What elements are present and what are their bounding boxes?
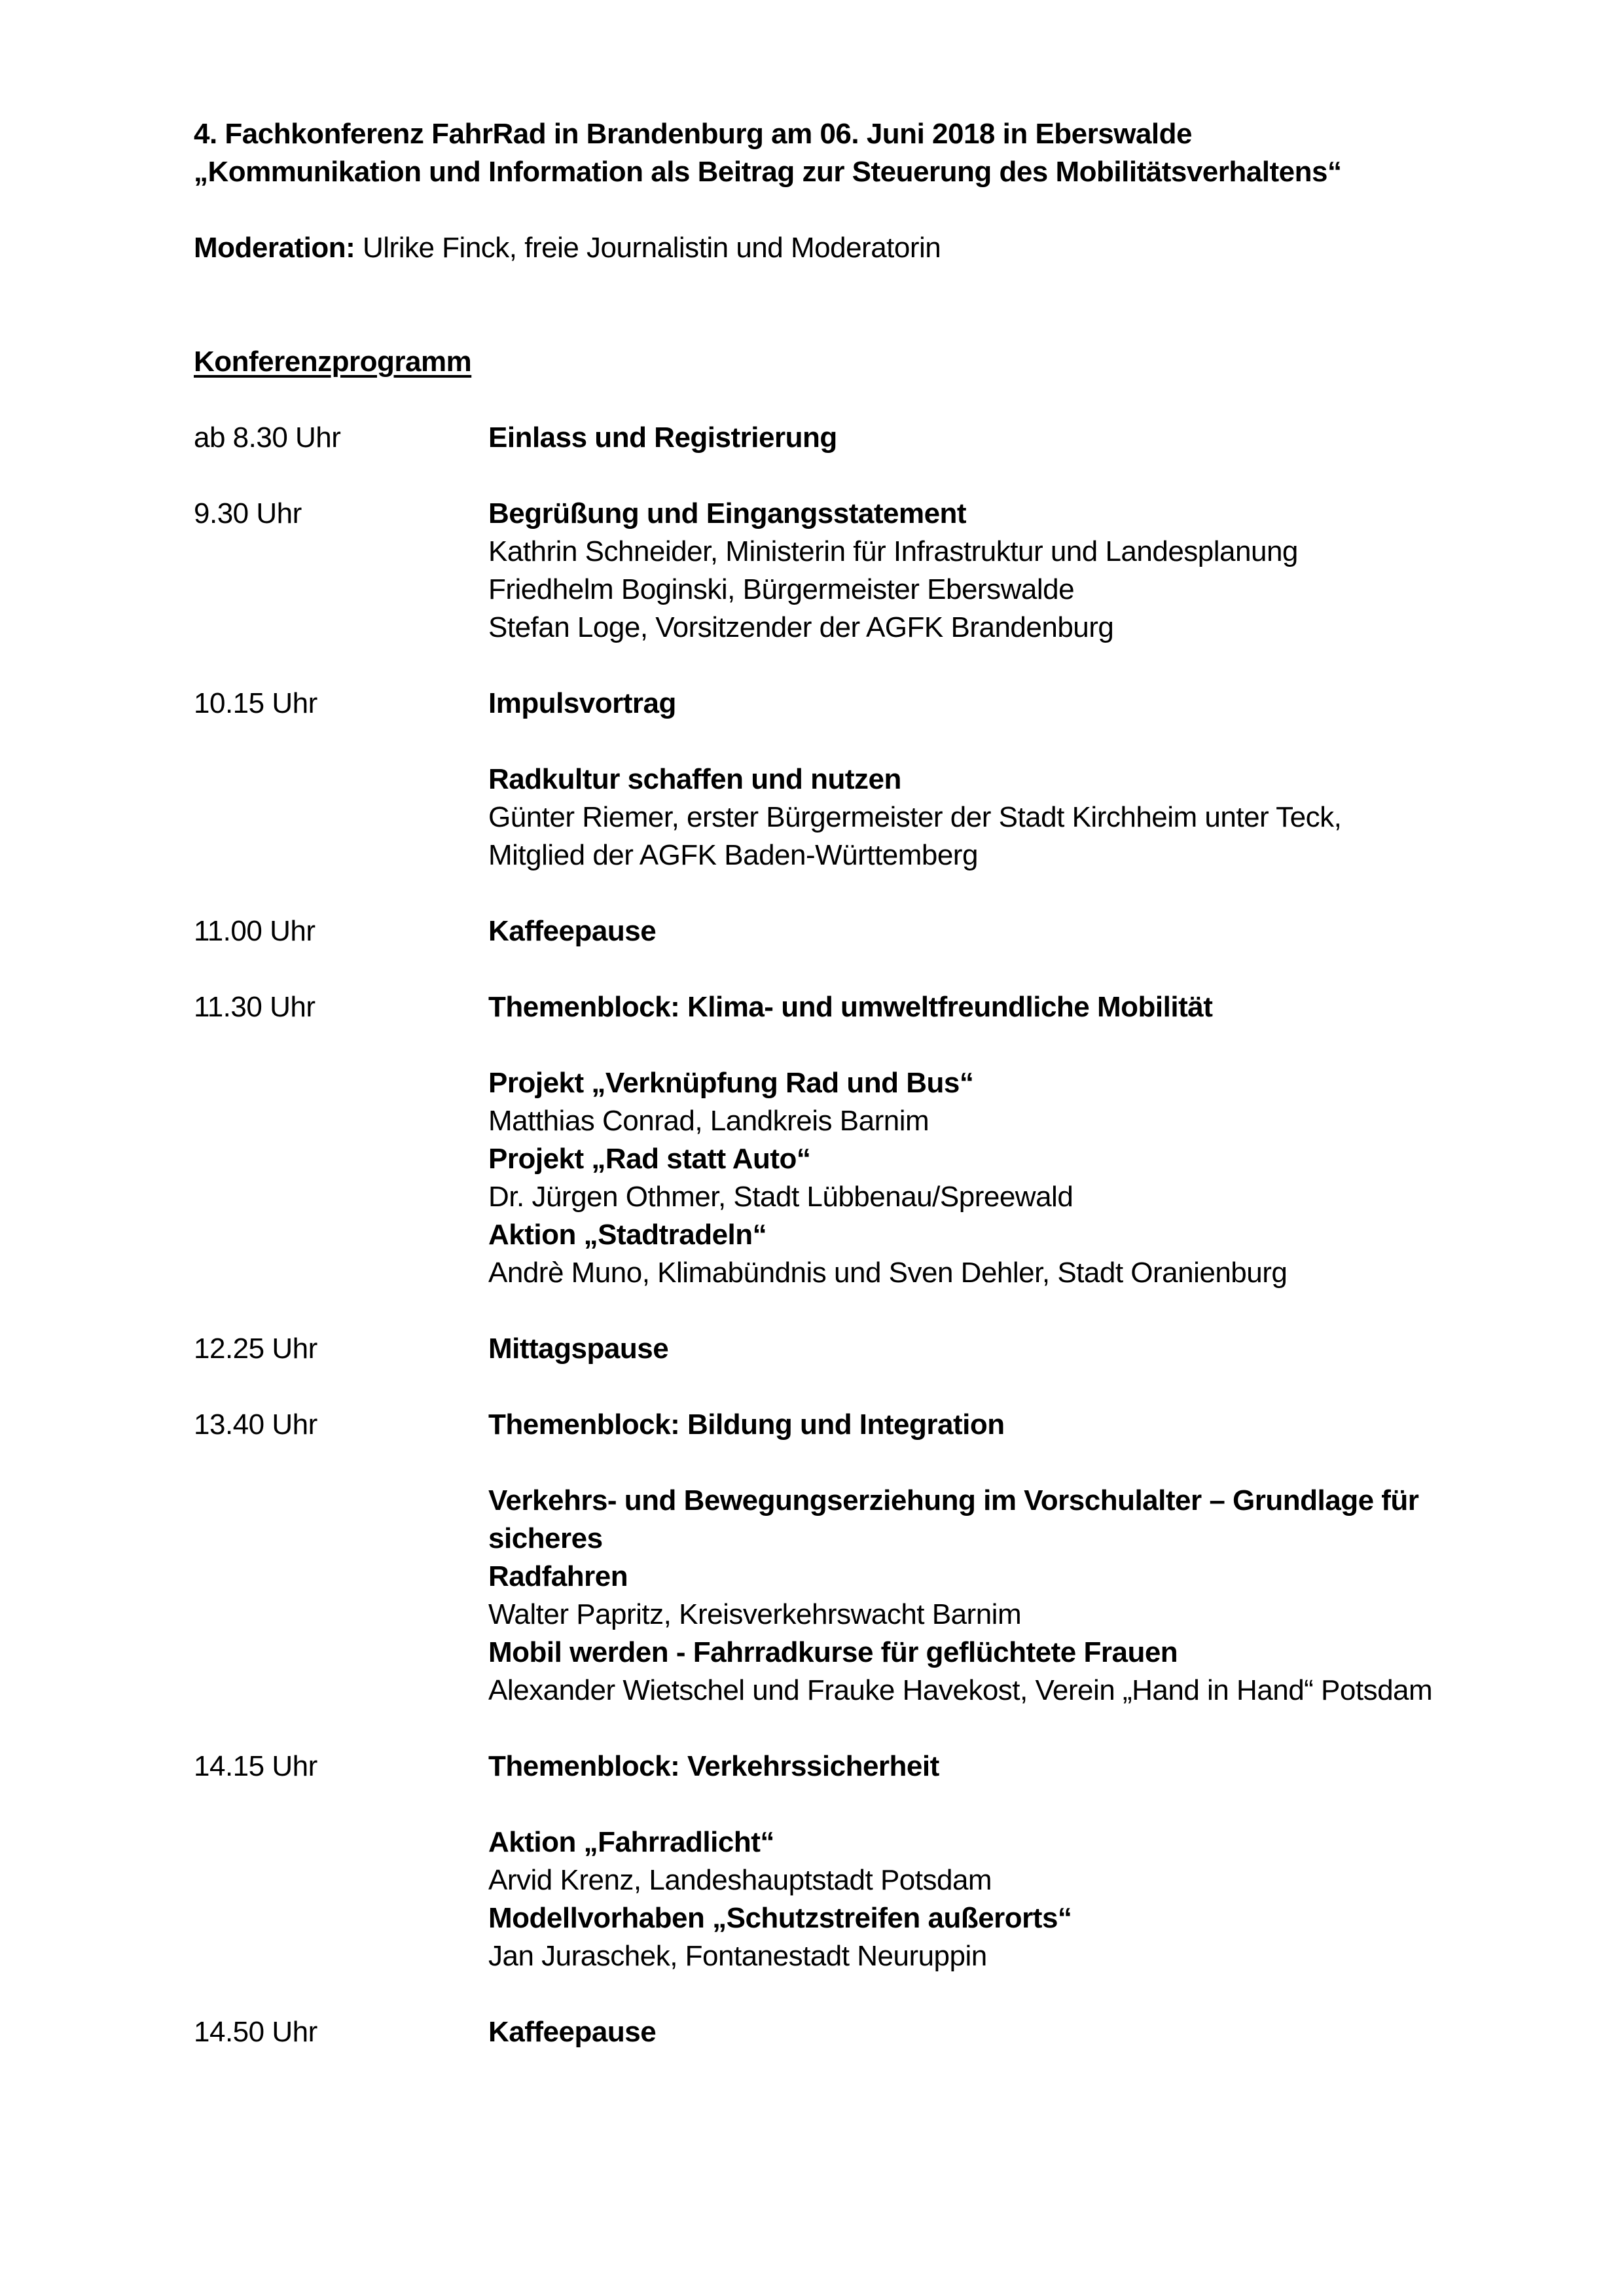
talk-title: Verkehrs- und Bewegungserziehung im Vorschulalter – Grundlage für sicheres [488,1484,1419,1554]
entry-content [488,495,1503,647]
entry-title: Kaffeepause [488,915,657,947]
entry-title: Begrüßung und Eingangsstatement [488,497,967,529]
speaker: Mitglied der AGFK Baden-Württemberg [488,839,978,871]
entry-content [488,1330,1503,1368]
entry-title: Themenblock: Klima- und umweltfreundliche Mobilität [488,991,1213,1023]
entry-title: Kaffeepause [488,2016,657,2048]
speaker: Stefan Loge, Vorsitzender der AGFK Brandenburg [488,611,1114,643]
program-entry [194,685,1503,874]
entry-content [488,1748,1503,1975]
entry-content [488,685,1503,874]
document-title [194,115,1503,191]
speaker: Jan Juraschek, Fontanestadt Neuruppin [488,1940,987,1972]
talk-title: Mobil werden - Fahrradkurse für geflüchtete Frauen [488,1636,1178,1668]
entry-content [488,2013,1503,2051]
moderation-label: Moderation: [194,232,355,264]
entry-time: 10.15 Uhr [194,687,317,719]
talk-title: Aktion „Stadtradeln“ [488,1219,767,1251]
talk-title: Modellvorhaben „Schutzstreifen außerorts“ [488,1902,1072,1934]
entry-content [488,988,1503,1292]
title-line-2: „Kommunikation und Information als Beitrag zur Steuerung des Mobilitätsverhaltens“ [194,156,1342,188]
entry-title: Themenblock: Bildung und Integration [488,1408,1005,1441]
entry-time: 12.25 Uhr [194,1333,317,1365]
entry-content [488,419,1503,457]
title-line-1: 4. Fachkonferenz FahrRad in Brandenburg am 06. Juni 2018 in Eberswalde [194,118,1193,150]
talk-title: Radkultur schaffen und nutzen [488,763,901,795]
moderation-text: Ulrike Finck, freie Journalistin und Moderatorin [355,232,941,264]
program-entry [194,419,1503,457]
entry-content [488,1406,1503,1710]
entry-title: Themenblock: Verkehrssicherheit [488,1750,939,1782]
talk-title: Aktion „Fahrradlicht“ [488,1826,774,1858]
entry-title: Mittagspause [488,1333,669,1365]
entry-title: Einlass und Registrierung [488,422,837,454]
speaker: Friedhelm Boginski, Bürgermeister Eberswalde [488,573,1075,605]
talk-title-continued: Radfahren [488,1560,628,1592]
program-entry [194,1406,1503,1710]
program-entry [194,495,1503,647]
program-entry [194,1330,1503,1368]
entry-time: 11.00 Uhr [194,915,316,947]
speaker: Kathrin Schneider, Ministerin für Infrastruktur und Landesplanung [488,535,1298,567]
entry-time: 14.15 Uhr [194,1750,317,1782]
speaker: Matthias Conrad, Landkreis Barnim [488,1105,929,1137]
entry-time: 14.50 Uhr [194,2016,317,2048]
entry-time: 9.30 Uhr [194,497,302,529]
document-page [194,115,1503,2051]
speaker: Dr. Jürgen Othmer, Stadt Lübbenau/Spreewald [488,1181,1074,1213]
program-entry [194,912,1503,950]
speaker: Walter Papritz, Kreisverkehrswacht Barnim [488,1598,1022,1630]
speaker: Günter Riemer, erster Bürgermeister der Stadt Kirchheim unter Teck, [488,801,1342,833]
speaker: Arvid Krenz, Landeshauptstadt Potsdam [488,1864,992,1896]
entry-time: 11.30 Uhr [194,991,316,1023]
program-entry [194,988,1503,1292]
program-entry [194,1748,1503,1975]
entry-time: ab 8.30 Uhr [194,422,341,454]
moderation-line [194,229,1503,267]
talk-title: Projekt „Rad statt Auto“ [488,1143,811,1175]
section-heading: Konferenzprogramm [194,346,472,378]
entry-title: Impulsvortrag [488,687,676,719]
entry-content [488,912,1503,950]
talk-title: Projekt „Verknüpfung Rad und Bus“ [488,1067,974,1099]
entry-time: 13.40 Uhr [194,1408,317,1441]
program-entry [194,2013,1503,2051]
speaker: Andrè Muno, Klimabündnis und Sven Dehler, Stadt Oranienburg [488,1257,1288,1289]
speaker: Alexander Wietschel und Frauke Havekost, Verein „Hand in Hand“ Potsdam [488,1674,1433,1706]
